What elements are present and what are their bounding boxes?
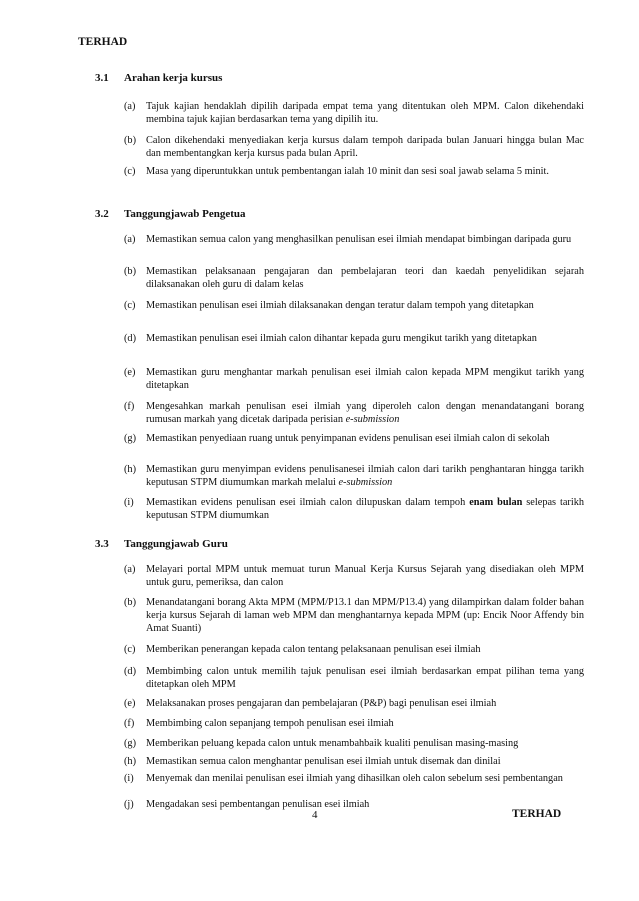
list-item <box>124 165 584 178</box>
item-text: Memastikan semua calon yang menghasilkan penulisan esei ilmiah mendapat bimbingan daripada guru <box>146 234 572 245</box>
list-item <box>124 596 584 635</box>
list-item <box>124 299 584 312</box>
list-item <box>124 643 584 656</box>
page-number: 4 <box>312 809 318 821</box>
item-marker: (f) <box>124 401 135 412</box>
item-marker: (a) <box>124 234 136 245</box>
section-heading <box>95 538 228 550</box>
item-text-bold: enam bulan <box>469 497 523 508</box>
list-item <box>124 100 584 126</box>
item-text: Memastikan penyediaan ruang untuk penyimpanan evidens penulisan esei ilmiah calon di sekolah <box>146 433 550 444</box>
section-number: 3.2 <box>95 208 109 220</box>
item-text: Memberikan peluang kepada calon untuk menambahbaik kualiti penulisan masing-masing <box>146 738 519 749</box>
item-text <box>146 496 584 522</box>
item-text: Memastikan penulisan esei ilmiah dilaksanakan dengan teratur dalam tempoh yang ditetapkan <box>146 300 534 311</box>
item-marker: (a) <box>124 564 136 575</box>
section-title: Tanggungjawab Pengetua <box>124 208 246 220</box>
list-item <box>124 400 584 426</box>
item-text: Menyemak dan menilai penulisan esei ilmiah yang dihasilkan oleh calon sebelum sesi pembentangan <box>146 773 563 784</box>
item-text-part: Memastikan guru menyimpan evidens penulisanesei ilmiah calon dari tarikh penghantaran hingga tarikh keputusan STPM diumumkan markah melalui <box>146 464 584 488</box>
item-text-emphasis: e-submission <box>338 477 393 488</box>
list-item <box>124 265 584 291</box>
item-text: Mengadakan sesi pembentangan penulisan esei ilmiah <box>146 799 370 810</box>
list-item <box>124 134 584 160</box>
item-text: Membimbing calon sepanjang tempoh penulisan esei ilmiah <box>146 718 394 729</box>
item-marker: (j) <box>124 799 134 810</box>
item-text: Memastikan guru menghantar markah penulisan esei ilmiah calon kepada MPM mengikut tarikh yang ditetapkan <box>146 367 584 391</box>
list-item <box>124 233 584 246</box>
item-marker: (c) <box>124 644 136 655</box>
list-item <box>124 432 584 445</box>
item-text: Membimbing calon untuk memilih tajuk penulisan esei ilmiah berdasarkan empat pilihan tema yang ditetapkan oleh MPM <box>146 666 584 690</box>
item-text: Melayari portal MPM untuk memuat turun Manual Kerja Kursus Sejarah yang disediakan oleh MPM untuk guru, pemeriksa, dan calon <box>146 564 584 588</box>
item-marker: (f) <box>124 718 135 729</box>
list-item <box>124 463 584 489</box>
section-title: Arahan kerja kursus <box>124 72 223 84</box>
list-item <box>124 496 584 522</box>
list-item <box>124 737 584 750</box>
item-marker: (c) <box>124 166 136 177</box>
item-text: Menandatangani borang Akta MPM (MPM/P13.1 dan MPM/P13.4) yang dilampirkan dalam folder bahan kerja kursus Sejarah di laman web MPM dan menghantarnya kepada MPM (up: Encik Noor Affendy bin Amat Suanti) <box>146 597 584 634</box>
item-text: Calon dikehendaki menyediakan kerja kursus dalam tempoh daripada bulan Januari hingga bulan Mac dan membentangkan kerja kursus pada bulan April. <box>146 135 584 159</box>
item-marker: (g) <box>124 738 137 749</box>
list-item <box>124 665 584 691</box>
item-marker: (i) <box>124 773 134 784</box>
item-text <box>146 463 584 489</box>
item-marker: (e) <box>124 698 136 709</box>
item-text: Memberikan penerangan kepada calon tentang pelaksanaan penulisan esei ilmiah <box>146 644 481 655</box>
item-text: Tajuk kajian hendaklah dipilih daripada empat tema yang ditentukan oleh MPM. Calon dikehendaki membina tajuk kajian berdasarkan tema yang dipilih itu. <box>146 101 584 125</box>
item-marker: (d) <box>124 333 137 344</box>
item-marker: (h) <box>124 464 137 475</box>
header-classification-label: TERHAD <box>78 36 128 48</box>
section-number: 3.3 <box>95 538 109 550</box>
list-item <box>124 697 584 710</box>
item-text: Memastikan pelaksanaan pengajaran dan pembelajaran teori dan kaedah penyelidikan sejarah dilaksanakan oleh guru di dalam kelas <box>146 266 584 290</box>
item-marker: (a) <box>124 101 136 112</box>
list-item <box>124 717 584 730</box>
item-text: Melaksanakan proses pengajaran dan pembelajaran (P&P) bagi penulisan esei ilmiah <box>146 698 497 709</box>
item-marker: (b) <box>124 135 137 146</box>
item-marker: (e) <box>124 367 136 378</box>
item-marker: (i) <box>124 497 134 508</box>
item-text-part: Mengesahkan markah penulisan esei ilmiah yang diperoleh calon dengan menandatangani borang rumusan markah yang dicetak daripada perisian <box>146 401 584 425</box>
item-text: Masa yang diperuntukkan untuk pembentangan ialah 10 minit dan sesi soal jawab selama 5 minit. <box>146 166 549 177</box>
list-item <box>124 332 584 345</box>
list-item <box>124 755 584 768</box>
item-text: Memastikan semua calon menghantar penulisan esei ilmiah untuk disemak dan dinilai <box>146 756 501 767</box>
item-text-part: Memastikan evidens penulisan esei ilmiah calon dilupuskan dalam tempoh <box>146 497 470 508</box>
section-heading <box>95 72 222 84</box>
item-marker: (b) <box>124 266 137 277</box>
section-number: 3.1 <box>95 72 109 84</box>
section-heading <box>95 208 246 220</box>
list-item <box>124 563 584 589</box>
item-text-emphasis: e-submission <box>345 414 400 425</box>
list-item <box>124 772 584 785</box>
item-marker: (h) <box>124 756 137 767</box>
item-text-part: selepas tarikh keputusan STPM diumumkan <box>146 497 585 521</box>
item-text <box>146 400 584 426</box>
item-marker: (c) <box>124 300 136 311</box>
item-marker: (b) <box>124 597 137 608</box>
section-title: Tanggungjawab Guru <box>124 538 228 550</box>
item-text: Memastikan penulisan esei ilmiah calon dihantar kepada guru mengikut tarikh yang ditetapkan <box>146 333 537 344</box>
item-marker: (d) <box>124 666 137 677</box>
footer-classification-label: TERHAD <box>512 808 562 820</box>
item-marker: (g) <box>124 433 137 444</box>
list-item <box>124 366 584 392</box>
